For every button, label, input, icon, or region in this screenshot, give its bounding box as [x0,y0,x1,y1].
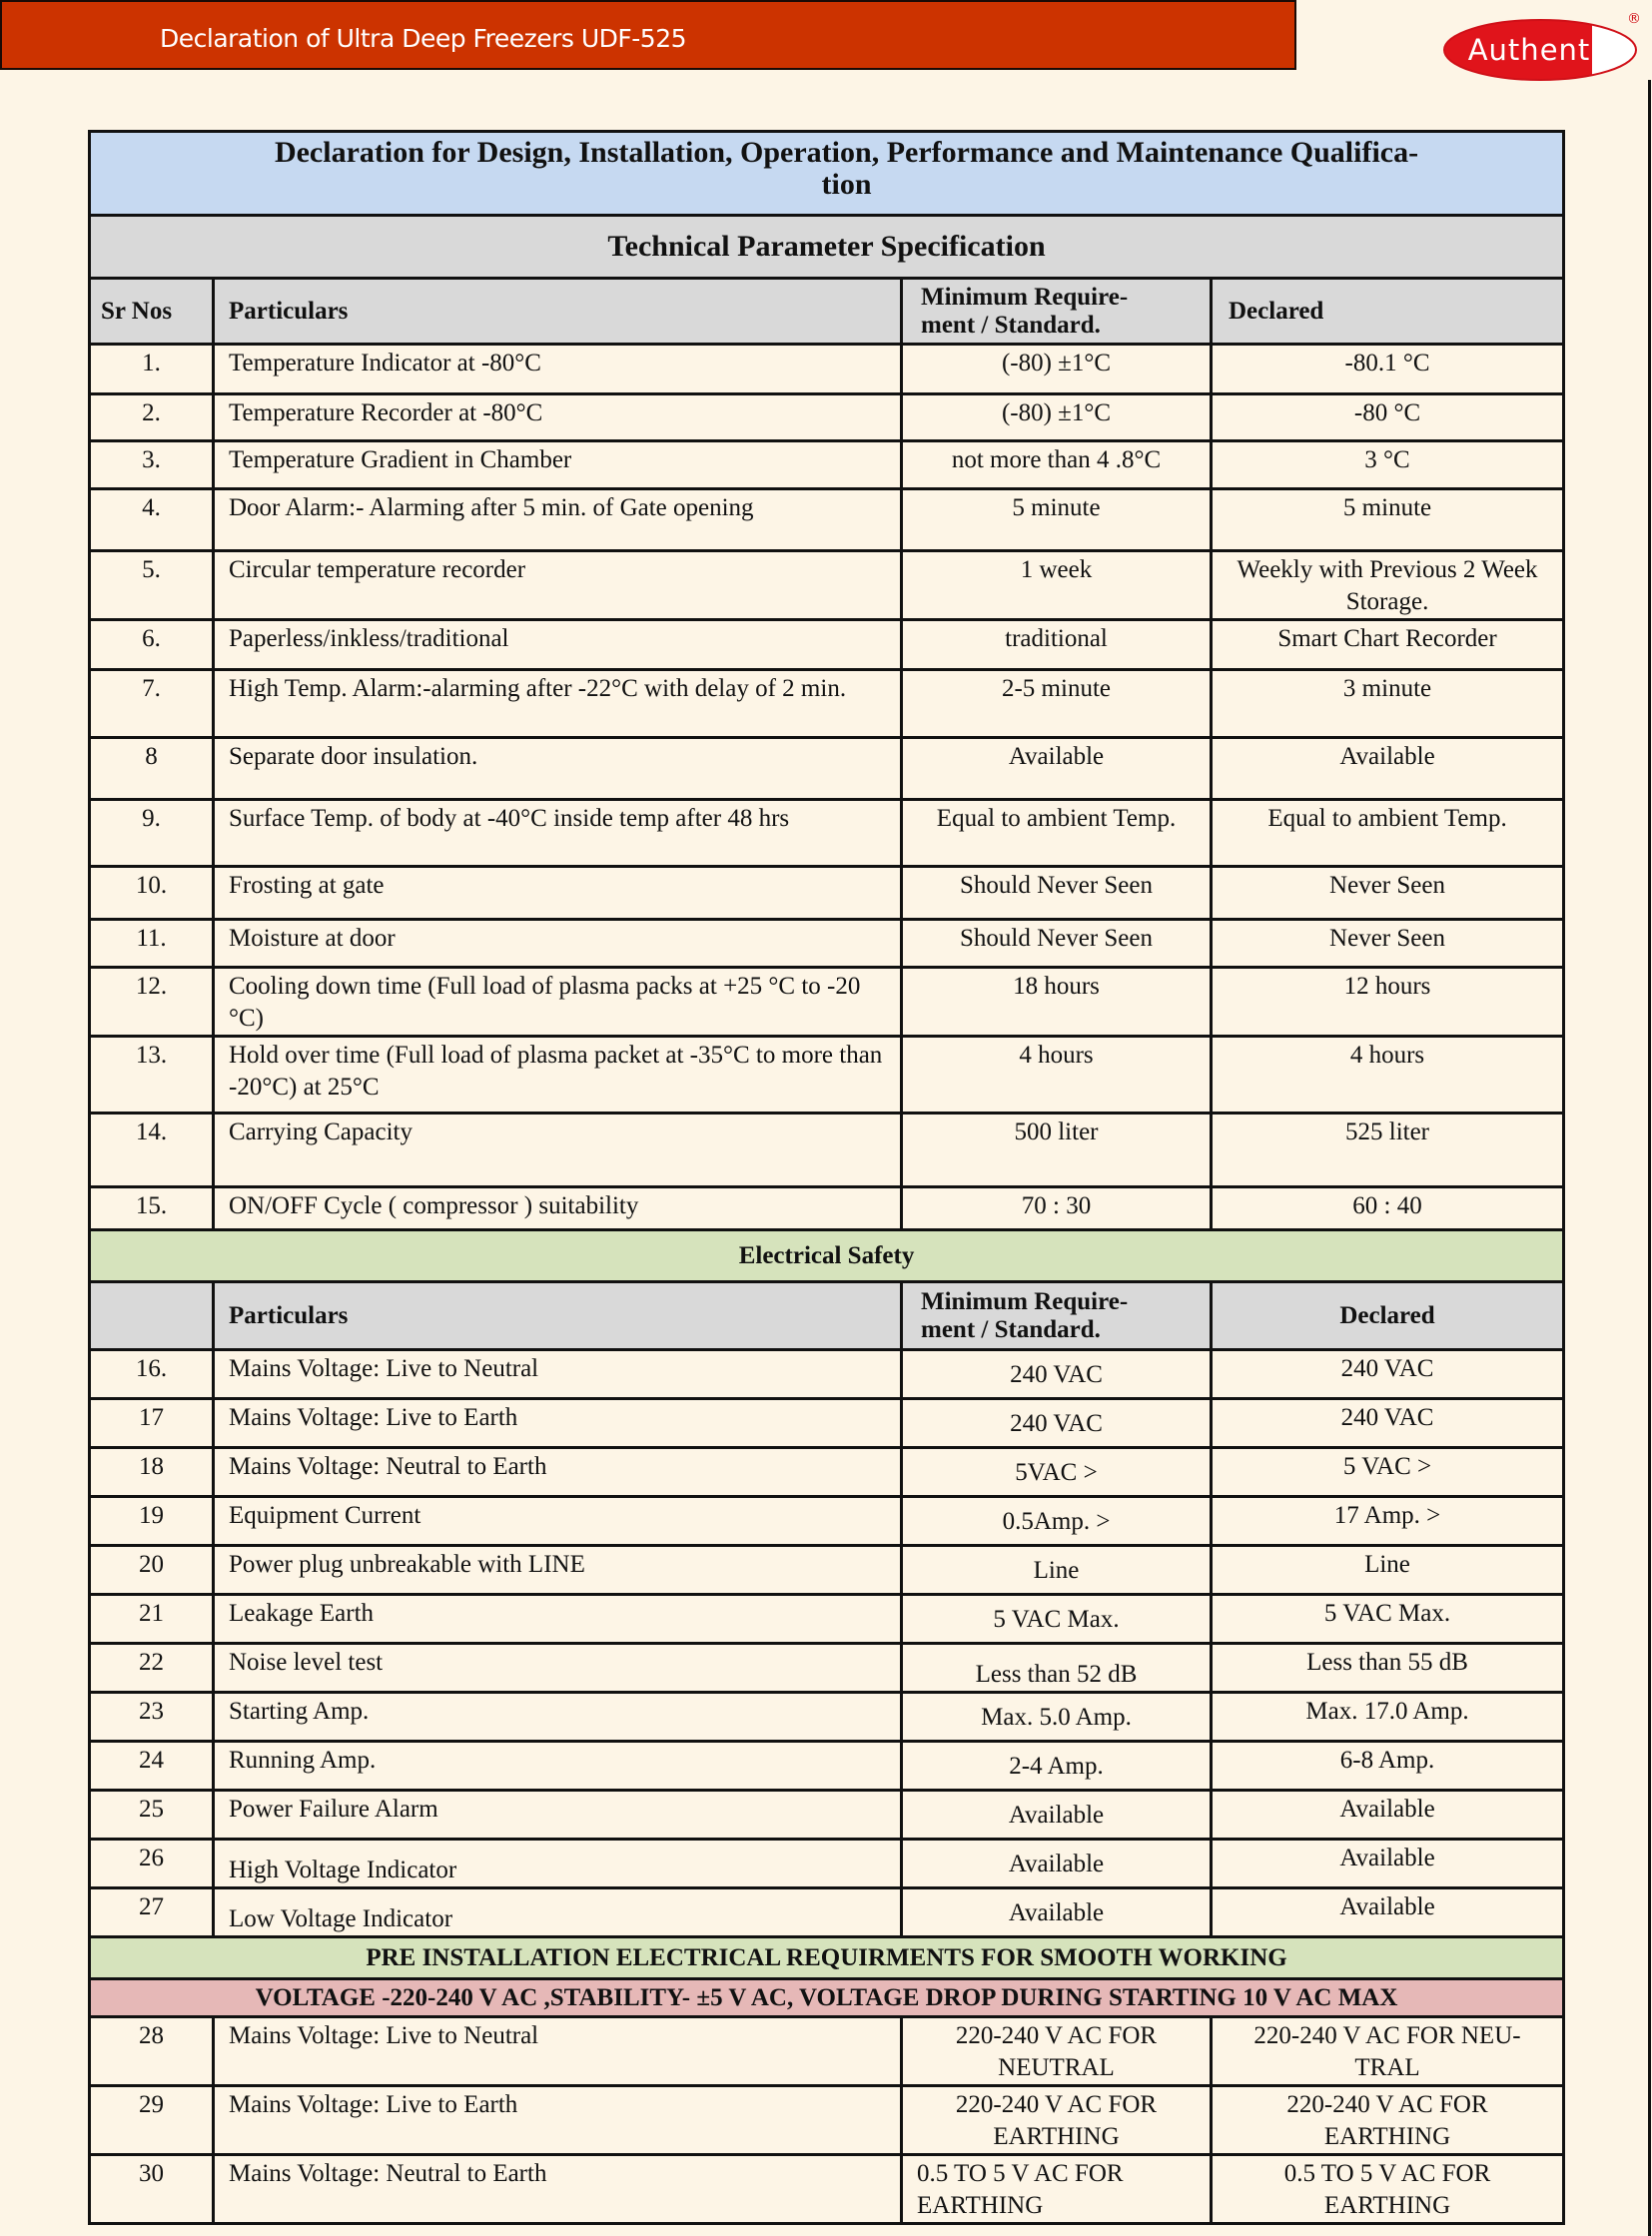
particulars-cell: High Voltage Indicator [214,1840,902,1888]
declared-value-cell: 12 hours [1212,968,1564,1037]
particulars-cell: Mains Voltage: Live to Neutral [214,1350,902,1399]
table-row [90,551,1564,620]
sr-number: 15. [90,1187,214,1230]
table-row [90,1497,1564,1546]
particulars-cell: Separate door insulation. [214,738,902,800]
voltage-requirement-note: VOLTAGE -220-240 V AC ,STABILITY- ±5 V AC, VOLTAGE DROP DURING STARTING 10 V AC MAX [90,1979,1564,2017]
minimum-requirement-cell: 18 hours [902,968,1212,1037]
particulars-cell: Mains Voltage: Live to Neutral [214,2017,902,2086]
particulars-cell: Frosting at gate [214,867,902,920]
particulars-cell: Cooling down time (Full load of plasma packs at +25 °C to -20 °C) [214,968,902,1037]
particulars-cell: Hold over time (Full load of plasma packet at -35°C to more than -20°C) at 25°C [214,1037,902,1114]
particulars-cell: Mains Voltage: Live to Earth [214,2086,902,2155]
minimum-requirement-cell: 220-240 V AC FOR NEUTRAL [902,2017,1212,2086]
table-row [90,489,1564,551]
minimum-requirement-cell: 5 minute [902,489,1212,551]
declared-value-cell: Smart Chart Recorder [1212,620,1564,670]
minimum-requirement-cell: 4 hours [902,1037,1212,1114]
minimum-requirement-cell: 70 : 30 [902,1187,1212,1230]
minimum-requirement-cell: Line [902,1546,1212,1595]
sr-number: 18 [90,1448,214,1497]
document-title [90,132,1564,216]
minimum-requirement-cell: 5 VAC Max. [902,1595,1212,1644]
pre-installation-section-row [90,1937,1564,1979]
table-row [90,441,1564,489]
particulars-cell: Leakage Earth [214,1595,902,1644]
particulars-cell: Power plug unbreakable with LINE [214,1546,902,1595]
table-row [90,1187,1564,1230]
column-header-sr: Sr Nos [90,279,214,345]
minimum-requirement-cell: 220-240 V AC FOR EARTHING [902,2086,1212,2155]
minimum-requirement-cell: (-80) ±1°C [902,345,1212,394]
particulars-cell: Moisture at door [214,920,902,968]
sr-number: 4. [90,489,214,551]
declared-value-cell: Available [1212,738,1564,800]
declared-value-cell: 5 VAC > [1212,1448,1564,1497]
particulars-cell: Temperature Gradient in Chamber [214,441,902,489]
minimum-requirement-cell: 500 liter [902,1114,1212,1187]
table-row [90,1350,1564,1399]
table-row [90,2017,1564,2086]
section-title-electrical: Electrical Safety [90,1230,1564,1282]
column-header-minimum [902,279,1212,345]
declared-value-cell: -80 °C [1212,394,1564,441]
table-row [90,1742,1564,1791]
column-header-declared: Declared [1212,279,1564,345]
sr-number: 26 [90,1840,214,1888]
sr-number: 22 [90,1644,214,1693]
declared-value-cell: 4 hours [1212,1037,1564,1114]
declared-value-cell: Never Seen [1212,867,1564,920]
declared-value-cell: 6-8 Amp. [1212,1742,1564,1791]
sr-number: 29 [90,2086,214,2155]
particulars-cell: Temperature Recorder at -80°C [214,394,902,441]
registered-mark-icon: ® [1627,11,1641,27]
section-title-technical: Technical Parameter Specification [90,216,1564,279]
particulars-cell: Door Alarm:- Alarming after 5 min. of Gate opening [214,489,902,551]
particulars-cell: Mains Voltage: Neutral to Earth [214,1448,902,1497]
table-row [90,1595,1564,1644]
table-row [90,800,1564,867]
sr-number: 2. [90,394,214,441]
column-header-minimum-line-2: ment / Standard. [921,311,1101,339]
declared-value-cell: 3 °C [1212,441,1564,489]
declared-value-cell: Available [1212,1791,1564,1840]
table-row [90,1644,1564,1693]
sr-number: 5. [90,551,214,620]
declared-value-cell: Available [1212,1888,1564,1937]
declared-value-cell: 5 minute [1212,489,1564,551]
section-title-row [90,216,1564,279]
declared-value-cell: Line [1212,1546,1564,1595]
sr-number: 28 [90,2017,214,2086]
sr-number: 11. [90,920,214,968]
technical-rows [90,345,1564,1230]
document-title-row [90,132,1564,216]
particulars-cell: Temperature Indicator at -80°C [214,345,902,394]
particulars-cell: Surface Temp. of body at -40°C inside temp after 48 hrs [214,800,902,867]
declared-value-cell: Weekly with Previous 2 Week Storage. [1212,551,1564,620]
particulars-cell: High Temp. Alarm:-alarming after -22°C with delay of 2 min. [214,670,902,738]
table-row [90,620,1564,670]
authentic-logo [1442,10,1642,82]
minimum-requirement-cell: 5VAC > [902,1448,1212,1497]
sr-number: 23 [90,1693,214,1742]
table-row [90,670,1564,738]
declared-value-cell: Available [1212,1840,1564,1888]
particulars-cell: Low Voltage Indicator [214,1888,902,1937]
sr-number: 25 [90,1791,214,1840]
electrical-column-header-minimum-line-2: ment / Standard. [921,1315,1101,1343]
sr-number: 17 [90,1399,214,1448]
logo-text: Authentic [1467,33,1617,67]
particulars-cell: Circular temperature recorder [214,551,902,620]
sr-number: 24 [90,1742,214,1791]
minimum-requirement-cell: Equal to ambient Temp. [902,800,1212,867]
electrical-column-header-declared: Declared [1212,1282,1564,1350]
declared-value-cell: Less than 55 dB [1212,1644,1564,1693]
table-row [90,968,1564,1037]
sr-number: 14. [90,1114,214,1187]
document-title-line-2: tion [821,168,872,201]
declared-value-cell: 240 VAC [1212,1350,1564,1399]
column-header-row [90,279,1564,345]
minimum-requirement-cell: 2-5 minute [902,670,1212,738]
table-row [90,738,1564,800]
sr-number: 6. [90,620,214,670]
particulars-cell: Running Amp. [214,1742,902,1791]
particulars-cell: ON/OFF Cycle ( compressor ) suitability [214,1187,902,1230]
electrical-column-header-minimum-line-1: Minimum Require- [921,1287,1129,1315]
declared-value-cell: 220-240 V AC FOR EARTHING [1212,2086,1564,2155]
table-row [90,1114,1564,1187]
table-row [90,1546,1564,1595]
minimum-requirement-cell: 1 week [902,551,1212,620]
particulars-cell: Carrying Capacity [214,1114,902,1187]
declared-value-cell: 17 Amp. > [1212,1497,1564,1546]
sr-number: 1. [90,345,214,394]
minimum-requirement-cell: (-80) ±1°C [902,394,1212,441]
minimum-requirement-cell: Less than 52 dB [902,1644,1212,1693]
section-title-pre-installation: PRE INSTALLATION ELECTRICAL REQUIRMENTS FOR SMOOTH WORKING [90,1937,1564,1979]
particulars-cell: Starting Amp. [214,1693,902,1742]
sr-number: 3. [90,441,214,489]
sr-number: 19 [90,1497,214,1546]
sr-number: 20 [90,1546,214,1595]
sr-number: 8 [90,738,214,800]
sr-number: 16. [90,1350,214,1399]
minimum-requirement-cell: Max. 5.0 Amp. [902,1693,1212,1742]
minimum-requirement-cell: 240 VAC [902,1399,1212,1448]
electrical-rows [90,1350,1564,1937]
column-header-minimum-line-1: Minimum Require- [921,283,1129,311]
table-row [90,345,1564,394]
declared-value-cell: 525 liter [1212,1114,1564,1187]
minimum-requirement-cell: Should Never Seen [902,867,1212,920]
table-row [90,394,1564,441]
sr-number: 27 [90,1888,214,1937]
minimum-requirement-cell: Should Never Seen [902,920,1212,968]
declared-value-cell: -80.1 °C [1212,345,1564,394]
document-header-title: Declaration of Ultra Deep Freezers UDF-525 [160,24,687,53]
sr-number: 21 [90,1595,214,1644]
particulars-cell: Mains Voltage: Neutral to Earth [214,2155,902,2224]
declared-value-cell: 3 minute [1212,670,1564,738]
sr-number: 13. [90,1037,214,1114]
document-header-bar [0,0,1296,70]
table-row [90,2155,1564,2224]
minimum-requirement-cell: Available [902,1791,1212,1840]
declared-value-cell: 240 VAC [1212,1399,1564,1448]
table-row [90,1037,1564,1114]
electrical-section-row [90,1230,1564,1282]
voltage-note-row [90,1979,1564,2017]
table-row [90,920,1564,968]
minimum-requirement-cell: Available [902,1840,1212,1888]
table-row [90,1693,1564,1742]
declared-value-cell: 5 VAC Max. [1212,1595,1564,1644]
specification-table [88,130,1565,2225]
declared-value-cell: 60 : 40 [1212,1187,1564,1230]
particulars-cell: Equipment Current [214,1497,902,1546]
table-row [90,1448,1564,1497]
particulars-cell: Paperless/inkless/traditional [214,620,902,670]
sr-number: 12. [90,968,214,1037]
particulars-cell: Mains Voltage: Live to Earth [214,1399,902,1448]
minimum-requirement-cell: Available [902,738,1212,800]
sr-number: 7. [90,670,214,738]
sr-number: 30 [90,2155,214,2224]
sr-number: 9. [90,800,214,867]
pre-installation-rows [90,2017,1564,2224]
minimum-requirement-cell: not more than 4 .8°C [902,441,1212,489]
electrical-column-header-row [90,1282,1564,1350]
page-edge-rule [1648,80,1651,2236]
electrical-column-header-sr [90,1282,214,1350]
table-row [90,1840,1564,1888]
minimum-requirement-cell: Available [902,1888,1212,1937]
particulars-cell: Noise level test [214,1644,902,1693]
particulars-cell: Power Failure Alarm [214,1791,902,1840]
document-title-line-1: Declaration for Design, Installation, Operation, Performance and Maintenance Qualifica- [274,136,1419,169]
table-row [90,1888,1564,1937]
table-row [90,1399,1564,1448]
table-row [90,1791,1564,1840]
electrical-column-header-minimum [902,1282,1212,1350]
declared-value-cell: Equal to ambient Temp. [1212,800,1564,867]
declared-value-cell: 0.5 TO 5 V AC FOR EARTHING [1212,2155,1564,2224]
column-header-particulars: Particulars [214,279,902,345]
table-row [90,867,1564,920]
minimum-requirement-cell: 0.5 TO 5 V AC FOR EARTHING [902,2155,1212,2224]
sr-number: 10. [90,867,214,920]
minimum-requirement-cell: 0.5Amp. > [902,1497,1212,1546]
declared-value-cell: Max. 17.0 Amp. [1212,1693,1564,1742]
electrical-column-header-particulars: Particulars [214,1282,902,1350]
table-row [90,2086,1564,2155]
minimum-requirement-cell: 240 VAC [902,1350,1212,1399]
declared-value-cell: 220-240 V AC FOR NEU-TRAL [1212,2017,1564,2086]
minimum-requirement-cell: 2-4 Amp. [902,1742,1212,1791]
minimum-requirement-cell: traditional [902,620,1212,670]
declared-value-cell: Never Seen [1212,920,1564,968]
